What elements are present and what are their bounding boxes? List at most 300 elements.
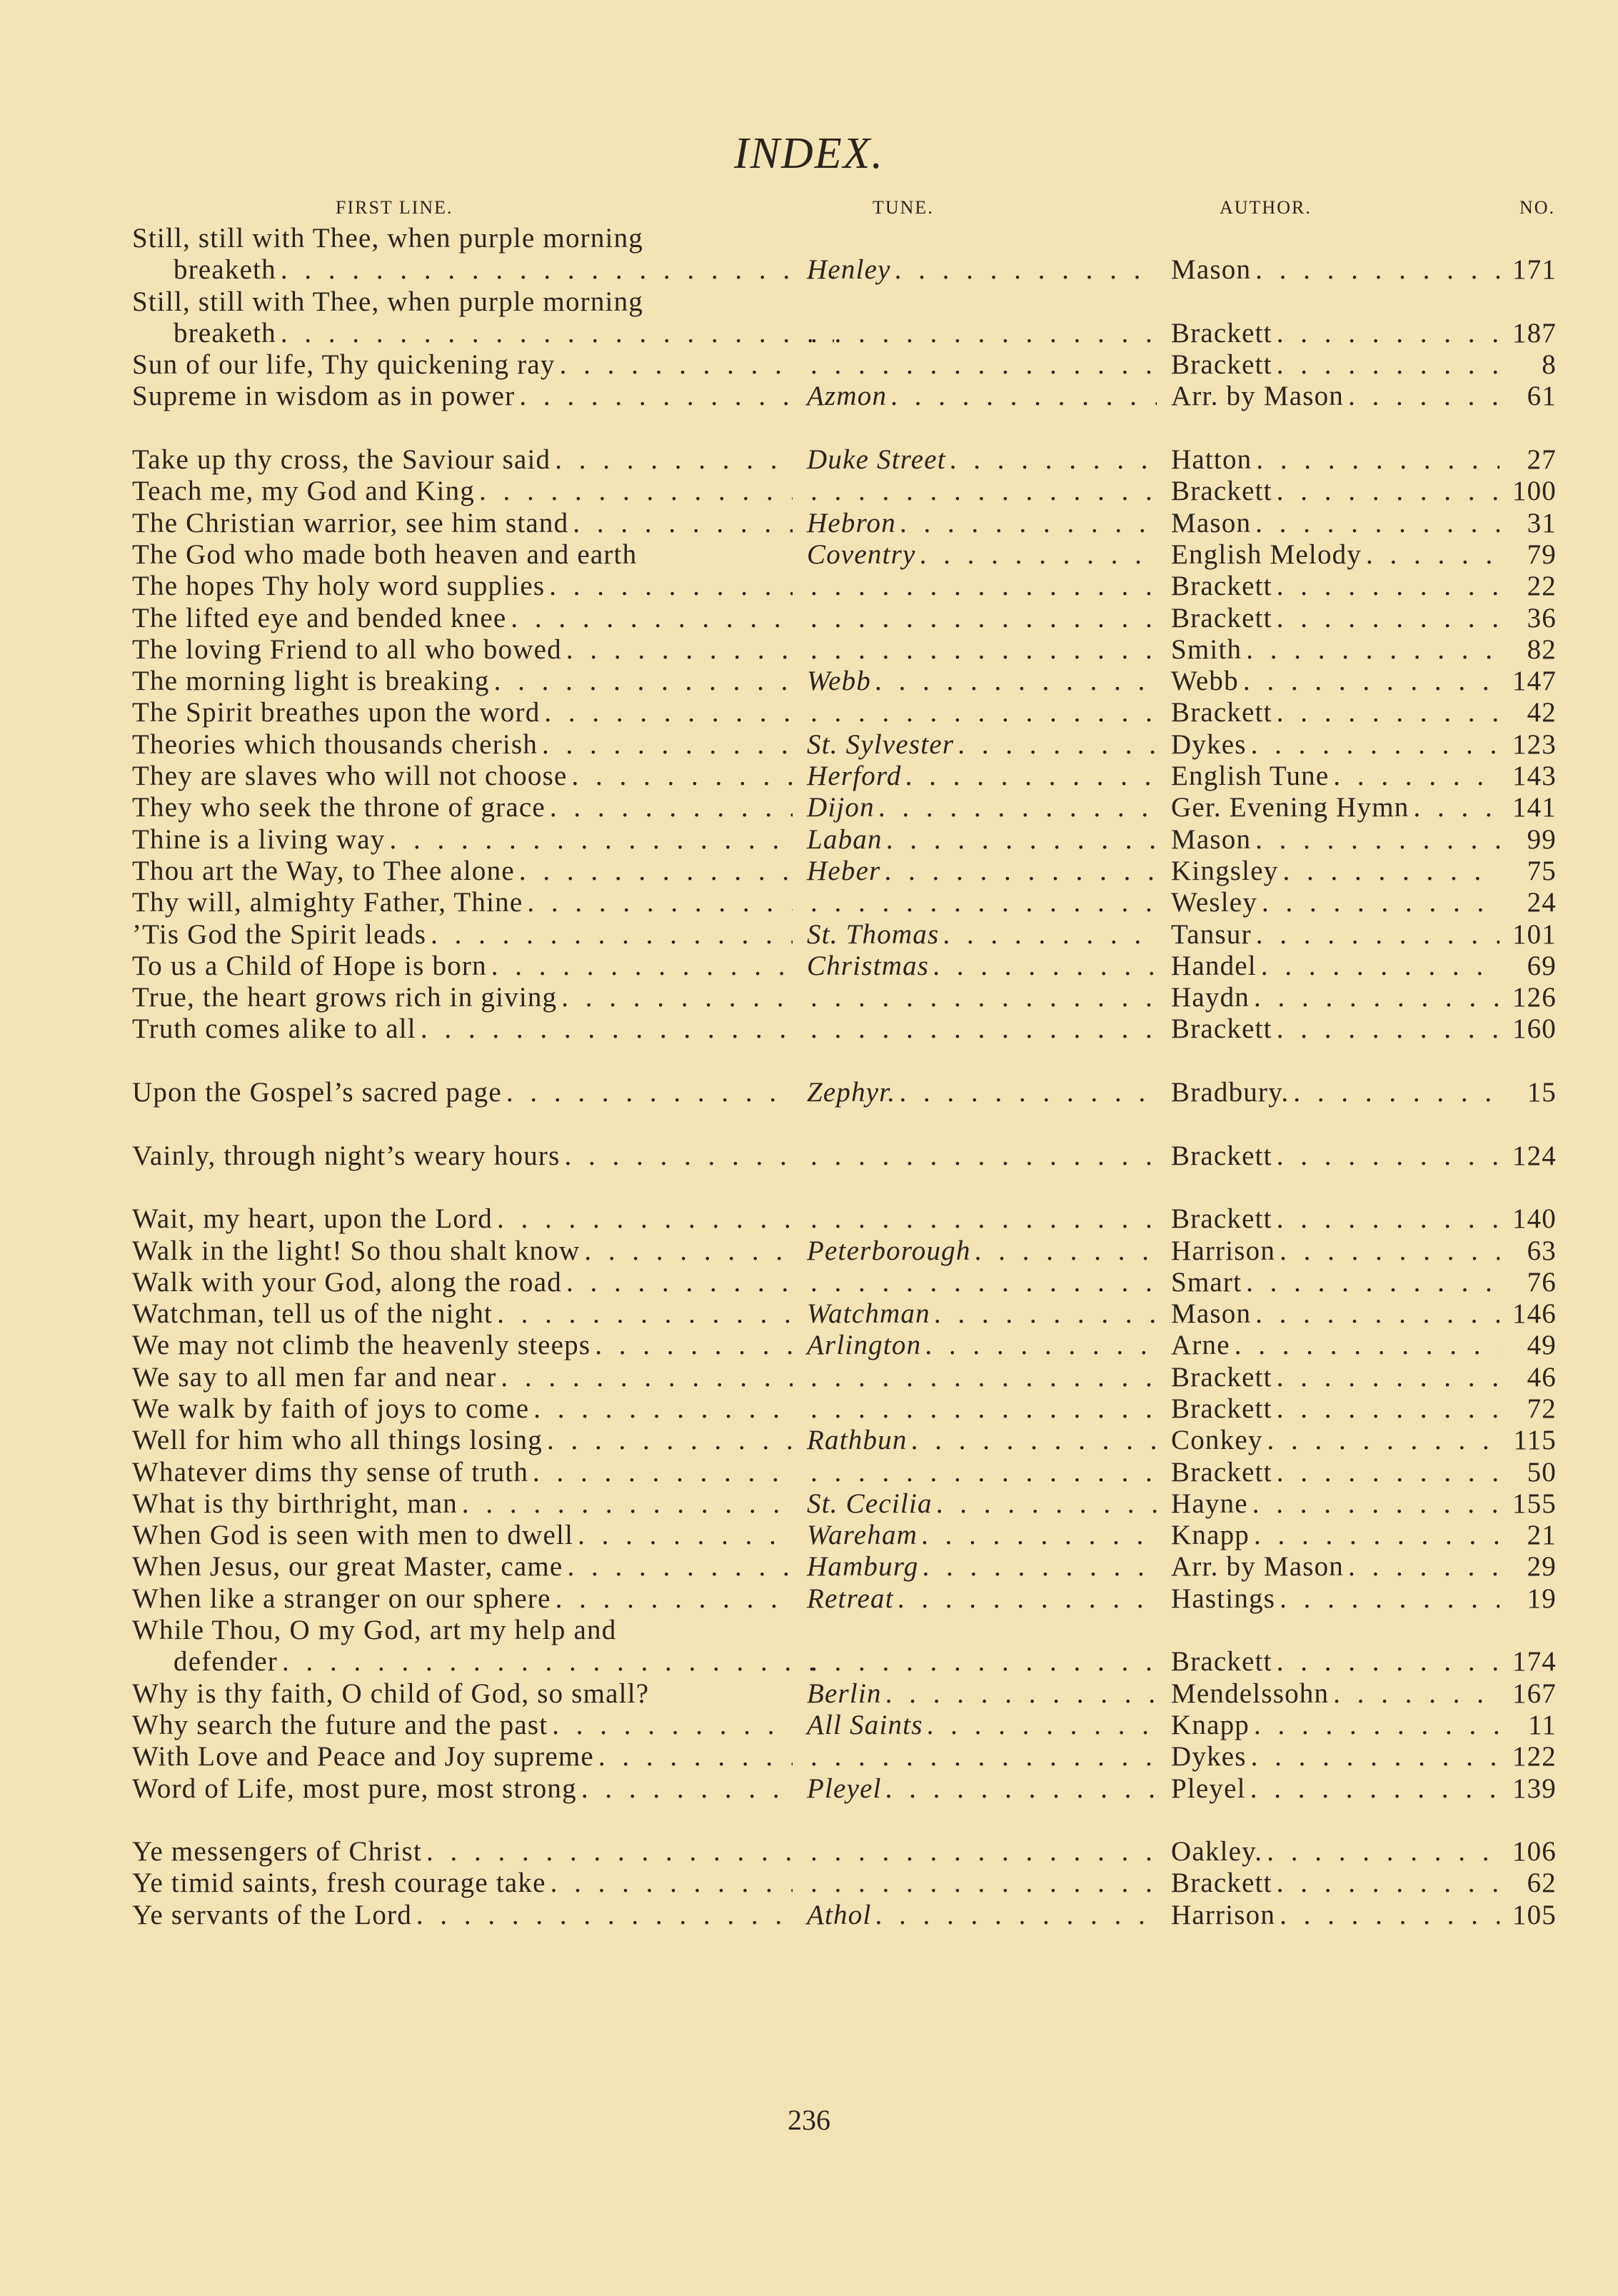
dot-leader bbox=[548, 1710, 793, 1741]
first-line-cell bbox=[132, 666, 793, 697]
dot-leader bbox=[1275, 1583, 1499, 1615]
dot-leader bbox=[871, 666, 1157, 697]
author-cell bbox=[1171, 1362, 1499, 1393]
tune-cell bbox=[807, 1362, 1157, 1393]
author: Brackett bbox=[1171, 1646, 1272, 1678]
page-number: 236 bbox=[788, 2104, 830, 2136]
dot-leader bbox=[1272, 697, 1499, 728]
index-row bbox=[132, 1741, 1557, 1773]
index-row bbox=[132, 1457, 1557, 1488]
hymn-number-cell bbox=[1503, 444, 1557, 476]
hymn-number-cell bbox=[1503, 1710, 1557, 1741]
section-gap bbox=[132, 1805, 1557, 1836]
dot-leader bbox=[560, 1141, 793, 1172]
tune: Pleyel bbox=[807, 1773, 882, 1804]
index-row bbox=[132, 1013, 1557, 1045]
index-row bbox=[132, 223, 1557, 254]
dot-leader bbox=[1230, 1330, 1499, 1361]
first-line-cell bbox=[132, 1741, 793, 1773]
author: Oakley. bbox=[1171, 1836, 1263, 1868]
author: Dykes bbox=[1171, 728, 1247, 760]
author: Brackett bbox=[1171, 1868, 1272, 1899]
dot-leader bbox=[807, 1646, 1157, 1678]
index-row bbox=[132, 1615, 1557, 1646]
dot-leader bbox=[1262, 1836, 1499, 1868]
first-line: Well for him who all things losing bbox=[132, 1425, 543, 1456]
first-line-cell bbox=[132, 444, 793, 476]
dot-leader bbox=[902, 761, 1157, 792]
tune: Dijon bbox=[807, 792, 875, 823]
dot-leader bbox=[807, 1267, 1157, 1298]
author-cell bbox=[1171, 951, 1499, 982]
first-line: defender bbox=[174, 1646, 278, 1678]
hymn-number: 171 bbox=[1512, 254, 1557, 286]
index-row bbox=[132, 1330, 1557, 1361]
dot-leader bbox=[546, 1868, 793, 1899]
dot-leader bbox=[807, 887, 1157, 918]
dot-leader bbox=[1272, 349, 1499, 381]
dot-leader bbox=[1329, 761, 1499, 792]
dot-leader bbox=[807, 571, 1157, 602]
first-line-cell bbox=[132, 1900, 793, 1931]
first-line: Vainly, through night’s weary hours bbox=[132, 1140, 561, 1171]
hymn-number: 15 bbox=[1527, 1077, 1557, 1108]
tune: Laban bbox=[807, 823, 883, 855]
author: Brackett bbox=[1171, 571, 1272, 602]
first-line-cell bbox=[132, 508, 793, 539]
dot-leader bbox=[1251, 508, 1499, 539]
first-line: Ye servants of the Lord bbox=[132, 1899, 412, 1930]
author: Hayne bbox=[1171, 1488, 1248, 1519]
author: Knapp bbox=[1171, 1520, 1250, 1551]
author-cell bbox=[1171, 1836, 1499, 1868]
dot-leader bbox=[506, 603, 793, 634]
author-cell bbox=[1171, 571, 1499, 602]
first-line-cell bbox=[132, 1141, 793, 1172]
first-line: They are slaves who will not choose bbox=[132, 761, 568, 792]
dot-leader bbox=[1248, 1488, 1499, 1520]
dot-leader bbox=[591, 1330, 793, 1361]
index-row bbox=[132, 1235, 1557, 1267]
dot-leader bbox=[1272, 1646, 1499, 1678]
dot-leader bbox=[1250, 1710, 1499, 1741]
dot-leader bbox=[923, 1710, 1157, 1741]
dot-leader bbox=[1272, 571, 1499, 602]
index-row bbox=[132, 951, 1557, 982]
hymn-number: 27 bbox=[1527, 444, 1557, 476]
hymn-number-cell bbox=[1503, 1013, 1557, 1045]
section-gap bbox=[132, 413, 1557, 444]
first-line-cell bbox=[132, 634, 793, 666]
first-line: breaketh bbox=[174, 317, 276, 349]
tune-cell bbox=[807, 919, 1157, 951]
dot-leader bbox=[929, 951, 1157, 982]
author: Tansur bbox=[1171, 918, 1252, 950]
first-line-cell bbox=[132, 539, 793, 571]
tune: Zephyr. bbox=[807, 1077, 896, 1108]
dot-leader bbox=[807, 1393, 1157, 1425]
index-row bbox=[132, 1710, 1557, 1741]
dot-leader bbox=[1272, 1868, 1499, 1899]
tune: St. Thomas bbox=[807, 918, 940, 950]
tune: Henley bbox=[807, 254, 891, 286]
index-row bbox=[132, 792, 1557, 823]
dot-leader bbox=[954, 729, 1157, 761]
first-line: Wait, my heart, upon the Lord bbox=[132, 1203, 493, 1235]
tune-cell bbox=[807, 1141, 1157, 1172]
dot-leader bbox=[807, 697, 1157, 728]
author: Brackett bbox=[1171, 1203, 1272, 1235]
author-cell bbox=[1171, 1520, 1499, 1551]
first-line-cell bbox=[132, 1583, 793, 1615]
author: Brackett bbox=[1171, 1393, 1272, 1424]
tune-cell bbox=[807, 1836, 1157, 1868]
tune: Athol bbox=[807, 1899, 872, 1930]
index-row bbox=[132, 286, 1557, 318]
dot-leader bbox=[895, 1077, 1157, 1108]
author: Brackett bbox=[1171, 1361, 1272, 1393]
dot-leader bbox=[426, 919, 793, 951]
tune-cell bbox=[807, 254, 1157, 286]
dot-leader bbox=[412, 1900, 793, 1931]
author-cell bbox=[1171, 1235, 1499, 1267]
dot-leader bbox=[487, 951, 793, 982]
dot-leader bbox=[543, 1425, 793, 1456]
author-cell bbox=[1171, 254, 1499, 286]
hymn-number-cell bbox=[1503, 318, 1557, 349]
hymn-number: 21 bbox=[1527, 1520, 1557, 1551]
author: Brackett bbox=[1171, 697, 1272, 728]
hymn-number: 147 bbox=[1512, 666, 1557, 697]
tune-cell bbox=[807, 1013, 1157, 1045]
first-line-cell bbox=[132, 1013, 793, 1045]
hymn-number-cell bbox=[1503, 1551, 1557, 1583]
tune: Coventry bbox=[807, 538, 916, 570]
dot-leader bbox=[807, 1013, 1157, 1045]
author: Brackett bbox=[1171, 349, 1272, 381]
dot-leader bbox=[807, 634, 1157, 666]
hymn-number: 155 bbox=[1512, 1488, 1557, 1519]
dot-leader bbox=[971, 1235, 1157, 1267]
author-cell bbox=[1171, 1868, 1499, 1899]
dot-leader bbox=[385, 824, 793, 856]
hymn-number: 99 bbox=[1527, 823, 1557, 855]
dot-leader bbox=[475, 476, 793, 507]
author-cell bbox=[1171, 444, 1499, 476]
author-cell bbox=[1171, 508, 1499, 539]
author-cell bbox=[1171, 666, 1499, 697]
tune-cell bbox=[807, 1678, 1157, 1710]
dot-leader bbox=[573, 1520, 793, 1551]
first-line-cell bbox=[132, 1678, 793, 1710]
hymn-number: 139 bbox=[1512, 1773, 1557, 1804]
tune-cell bbox=[807, 1520, 1157, 1551]
hymn-number: 75 bbox=[1527, 855, 1557, 886]
hymn-number: 11 bbox=[1528, 1709, 1557, 1740]
tune: Hamburg bbox=[807, 1551, 919, 1583]
first-line: Walk with your God, along the road bbox=[132, 1266, 562, 1298]
hymn-number: 123 bbox=[1512, 728, 1557, 760]
hymn-number-cell bbox=[1503, 887, 1557, 918]
tune-cell bbox=[807, 634, 1157, 666]
first-line-cell bbox=[132, 1235, 793, 1267]
hymn-number: 122 bbox=[1512, 1741, 1557, 1773]
section-gap bbox=[132, 1046, 1557, 1077]
tune-cell bbox=[807, 887, 1157, 918]
first-line-cell bbox=[132, 1868, 793, 1899]
index-row bbox=[132, 1141, 1557, 1172]
dot-leader bbox=[1250, 1520, 1499, 1551]
first-line-cell bbox=[132, 951, 793, 982]
tune-cell bbox=[807, 1267, 1157, 1298]
header-author: AUTHOR. bbox=[1220, 197, 1312, 218]
index-row bbox=[132, 1362, 1557, 1393]
first-line: The loving Friend to all who bowed bbox=[132, 633, 562, 665]
tune-cell bbox=[807, 1583, 1157, 1615]
author-cell bbox=[1171, 1203, 1499, 1235]
author: Mason bbox=[1171, 1298, 1252, 1330]
author-cell bbox=[1171, 1773, 1499, 1805]
first-line-cell bbox=[132, 318, 834, 349]
first-line-cell bbox=[132, 697, 793, 728]
first-line: Upon the Gospel’s sacred page bbox=[132, 1077, 502, 1108]
tune: Peterborough bbox=[807, 1235, 971, 1266]
dot-leader bbox=[1257, 887, 1499, 918]
first-line: ’Tis God the Spirit leads bbox=[132, 918, 427, 950]
first-line: True, the heart grows rich in giving bbox=[132, 982, 558, 1013]
hymn-number-cell bbox=[1503, 539, 1557, 571]
author: Pleyel bbox=[1171, 1773, 1246, 1804]
author-cell bbox=[1171, 856, 1499, 887]
dot-leader bbox=[1252, 919, 1499, 951]
hymn-number-cell bbox=[1503, 381, 1557, 412]
dot-leader bbox=[896, 508, 1157, 539]
tune: Webb bbox=[807, 666, 872, 697]
first-line: We say to all men far and near bbox=[132, 1361, 497, 1393]
author-cell bbox=[1171, 318, 1499, 349]
dot-leader bbox=[807, 1868, 1157, 1899]
first-line-cell bbox=[132, 982, 793, 1013]
dot-leader bbox=[546, 792, 793, 823]
author: Mason bbox=[1171, 254, 1252, 286]
index-row bbox=[132, 349, 1557, 381]
dot-leader bbox=[807, 476, 1157, 507]
index-row bbox=[132, 1900, 1557, 1931]
first-line-cell bbox=[132, 223, 793, 254]
hymn-number-cell bbox=[1503, 1330, 1557, 1361]
dot-leader bbox=[1251, 1298, 1499, 1330]
first-line: Theories which thousands cherish bbox=[132, 728, 538, 760]
hymn-number: 105 bbox=[1512, 1899, 1557, 1930]
first-line: The lifted eye and bended knee bbox=[132, 602, 507, 633]
dot-leader bbox=[577, 1773, 793, 1805]
author: Brackett bbox=[1171, 1140, 1272, 1171]
dot-leader bbox=[887, 381, 1157, 412]
first-line: Thou art the Way, to Thee alone bbox=[132, 855, 515, 886]
tune-cell bbox=[807, 1710, 1157, 1741]
tune-cell bbox=[807, 824, 1157, 856]
hymn-number-cell bbox=[1503, 1457, 1557, 1488]
first-line-cell bbox=[132, 1203, 793, 1235]
author: Kingsley bbox=[1171, 855, 1279, 886]
dot-leader bbox=[894, 1583, 1157, 1615]
dot-leader bbox=[568, 508, 793, 539]
tune-cell bbox=[807, 476, 1157, 507]
author: Mendelssohn bbox=[1171, 1678, 1330, 1709]
dot-leader bbox=[540, 697, 793, 728]
hymn-number-cell bbox=[1503, 1520, 1557, 1551]
dot-leader bbox=[422, 1836, 793, 1868]
first-line: breaketh bbox=[174, 254, 276, 286]
author-cell bbox=[1171, 1298, 1499, 1330]
index-row bbox=[132, 982, 1557, 1013]
first-line: Teach me, my God and King bbox=[132, 476, 475, 507]
hymn-number: 8 bbox=[1542, 349, 1557, 381]
index-row bbox=[132, 697, 1557, 728]
first-line-cell bbox=[132, 1488, 793, 1520]
dot-leader bbox=[529, 1393, 793, 1425]
index-row bbox=[132, 1520, 1557, 1551]
author: Mason bbox=[1171, 507, 1252, 538]
first-line-cell bbox=[132, 1836, 793, 1868]
dot-leader bbox=[891, 254, 1157, 286]
tune: Hebron bbox=[807, 507, 896, 538]
dot-leader bbox=[556, 349, 793, 381]
page-title: INDEX. bbox=[733, 129, 885, 178]
first-line-cell bbox=[132, 1615, 793, 1646]
tune-cell bbox=[807, 318, 1157, 349]
index-row bbox=[132, 254, 1557, 286]
hymn-number-cell bbox=[1503, 254, 1557, 286]
dot-leader bbox=[563, 1551, 793, 1583]
first-line: To us a Child of Hope is born bbox=[132, 950, 487, 981]
first-line: Why search the future and the past bbox=[132, 1709, 548, 1740]
tune-cell bbox=[807, 951, 1157, 982]
hymn-number-cell bbox=[1503, 697, 1557, 728]
dot-leader bbox=[496, 1362, 793, 1393]
hymn-number: 82 bbox=[1527, 633, 1557, 665]
index-row bbox=[132, 1267, 1557, 1298]
first-line: Still, still with Thee, when purple morning bbox=[132, 223, 643, 254]
author-cell bbox=[1171, 1267, 1499, 1298]
hymn-number: 31 bbox=[1527, 507, 1557, 538]
hymn-number-cell bbox=[1503, 1267, 1557, 1298]
author-cell bbox=[1171, 697, 1499, 728]
dot-leader bbox=[562, 634, 793, 666]
dot-leader bbox=[276, 318, 834, 349]
hymn-number-cell bbox=[1503, 603, 1557, 634]
author: Hatton bbox=[1171, 444, 1252, 476]
hymn-number-cell bbox=[1503, 1141, 1557, 1172]
hymn-number: 22 bbox=[1527, 571, 1557, 602]
first-line: The Christian warrior, see him stand bbox=[132, 507, 569, 538]
hymn-number: 50 bbox=[1527, 1456, 1557, 1488]
dot-leader bbox=[1272, 1362, 1499, 1393]
author-cell bbox=[1171, 349, 1499, 381]
dot-leader bbox=[523, 887, 793, 918]
dot-leader bbox=[580, 1235, 793, 1267]
author: Brackett bbox=[1171, 602, 1272, 633]
hymn-number-cell bbox=[1503, 919, 1557, 951]
first-line: We walk by faith of joys to come bbox=[132, 1393, 530, 1424]
index-row bbox=[132, 1393, 1557, 1425]
hymn-number-cell bbox=[1503, 1298, 1557, 1330]
dot-leader bbox=[1409, 792, 1499, 823]
author: Webb bbox=[1171, 666, 1239, 697]
tune: Arlington bbox=[807, 1330, 922, 1361]
tune-cell bbox=[807, 1077, 1157, 1108]
dot-leader bbox=[908, 1425, 1157, 1456]
first-line: Thine is a living way bbox=[132, 823, 386, 855]
dot-leader bbox=[916, 539, 1157, 571]
index-row bbox=[132, 1077, 1557, 1108]
first-line-cell bbox=[132, 349, 793, 381]
hymn-number-cell bbox=[1503, 1203, 1557, 1235]
author-cell bbox=[1171, 919, 1499, 951]
first-line: Truth comes alike to all bbox=[132, 1013, 416, 1045]
tune: Berlin bbox=[807, 1678, 882, 1709]
tune-cell bbox=[807, 349, 1157, 381]
index-row bbox=[132, 1836, 1557, 1868]
author-cell bbox=[1171, 1077, 1499, 1108]
first-line: They who seek the throne of grace bbox=[132, 792, 546, 823]
hymn-number: 63 bbox=[1527, 1235, 1557, 1266]
tune: Watchman bbox=[807, 1298, 930, 1330]
hymn-number-cell bbox=[1503, 1488, 1557, 1520]
author: Ger. Evening Hymn bbox=[1171, 792, 1410, 823]
dot-leader bbox=[883, 824, 1157, 856]
tune-cell bbox=[807, 792, 1157, 823]
index-row bbox=[132, 761, 1557, 792]
author-cell bbox=[1171, 1013, 1499, 1045]
dot-leader bbox=[490, 666, 793, 697]
tune: Heber bbox=[807, 855, 881, 886]
first-line-cell bbox=[132, 887, 793, 918]
first-line-cell bbox=[132, 1267, 793, 1298]
tune-cell bbox=[807, 1646, 1157, 1678]
tune-cell bbox=[807, 1393, 1157, 1425]
first-line-cell bbox=[132, 1362, 793, 1393]
tune: St. Sylvester bbox=[807, 728, 955, 760]
dot-leader bbox=[1344, 1551, 1499, 1583]
first-line: The Spirit breathes upon the word bbox=[132, 697, 541, 728]
header-first-line: FIRST LINE. bbox=[336, 197, 453, 218]
dot-leader bbox=[807, 982, 1157, 1013]
first-line: While Thou, O my God, art my help and bbox=[132, 1615, 617, 1646]
tune-cell bbox=[807, 1488, 1157, 1520]
hymn-number-cell bbox=[1503, 1900, 1557, 1931]
author-cell bbox=[1171, 761, 1499, 792]
tune-cell bbox=[807, 1235, 1157, 1267]
dot-leader bbox=[515, 381, 793, 412]
author-cell bbox=[1171, 1710, 1499, 1741]
hymn-number: 36 bbox=[1527, 602, 1557, 633]
hymn-number: 42 bbox=[1527, 697, 1557, 728]
author-cell bbox=[1171, 539, 1499, 571]
hymn-number: 76 bbox=[1527, 1266, 1557, 1298]
tune-cell bbox=[807, 1773, 1157, 1805]
hymn-number: 126 bbox=[1512, 982, 1557, 1013]
author: Conkey bbox=[1171, 1425, 1263, 1456]
dot-leader bbox=[807, 1141, 1157, 1172]
dot-leader bbox=[872, 1900, 1157, 1931]
first-line: Watchman, tell us of the night bbox=[132, 1298, 493, 1330]
author-cell bbox=[1171, 887, 1499, 918]
tune-cell bbox=[807, 1551, 1157, 1583]
first-line-cell bbox=[132, 729, 793, 761]
author-cell bbox=[1171, 792, 1499, 823]
hymn-number: 160 bbox=[1512, 1013, 1557, 1045]
